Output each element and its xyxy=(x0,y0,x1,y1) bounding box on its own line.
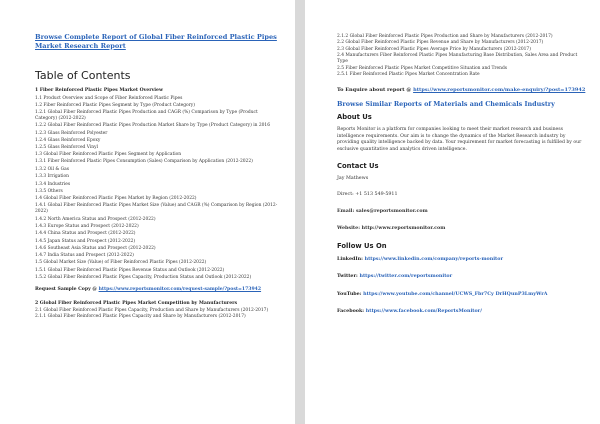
facebook-label: Facebook: xyxy=(337,308,366,315)
youtube-label: YouTube: xyxy=(337,290,364,297)
follow-linkedin xyxy=(337,256,586,262)
request-sample-label: Request Sample Copy @ xyxy=(35,286,99,292)
toc-item: 1.3.4 Industries xyxy=(35,181,71,187)
contact-website xyxy=(337,225,586,231)
toc-item: 1.4.4 China Status and Prospect (2012-2022) xyxy=(35,231,136,237)
contact-direct: Direct: +1 513 549-5911 xyxy=(337,192,398,197)
toc-item: 1.2.1 Global Fiber Reinforced Plastic Pipes Production and CAGR (%) Comparison by Type (Product Category) (2012-2022) xyxy=(35,110,258,122)
enquire-label: To Enquire about report @ xyxy=(337,86,414,93)
toc-item: 2.2 Global Fiber Reinforced Plastic Pipes Revenue and Share by Manufacturers (2012-2017) xyxy=(337,40,544,46)
request-sample-link[interactable]: https://www.reportsmonitor.com/request-sample/?post=173942 xyxy=(98,286,262,292)
follow-twitter xyxy=(337,273,586,279)
toc-item: 1.4.5 Japan Status and Prospect (2012-2022) xyxy=(35,238,136,244)
website-label: Website: xyxy=(337,225,362,231)
about-heading: About Us xyxy=(337,113,372,122)
toc-item: 2.5.1 Fiber Reinforced Plastic Pipes Market Concentration Rate xyxy=(337,72,480,78)
follow-youtube xyxy=(337,291,586,297)
toc-item: 1.3.3 Irrigation xyxy=(35,174,69,180)
toc-item: 1.2.5 Glass Reinforced Vinyl xyxy=(35,145,98,151)
linkedin-label: LinkedIn: xyxy=(337,256,365,262)
toc-list-section1 xyxy=(35,95,279,280)
toc-item: 2.1 Global Fiber Reinforced Plastic Pipes Capacity, Production and Share by Manufacturers (2012-2017) xyxy=(35,307,269,313)
report-title-link[interactable]: Browse Complete Report of Global Fiber Reinforced Plastic Pipes Market Research Report xyxy=(35,33,277,50)
toc-item: 1.3.5 Others xyxy=(35,188,63,194)
twitter-label: Twitter: xyxy=(337,273,360,280)
toc-list-section2 xyxy=(35,308,279,321)
toc-item: 1.4.6 Southeast Asia Status and Prospect (2012-2022) xyxy=(35,245,156,251)
toc-item: 1.5.2 Global Fiber Reinforced Plastic Pipes Capacity, Production Status and Outlook (2012-2022) xyxy=(35,274,252,280)
toc-item: 1.5.1 Global Fiber Reinforced Plastic Pipes Revenue Status and Outlook (2012-2022) xyxy=(35,267,225,273)
right-page xyxy=(305,0,600,424)
toc-item: 1.2.3 Glass Reinforced Polyester xyxy=(35,130,108,136)
toc-item: 2.3 Global Fiber Reinforced Plastic Pipes Average Price by Manufacturers (2012-2017) xyxy=(337,46,531,52)
section-heading: 1 Fiber Reinforced Plastic Pipes Market Overview xyxy=(35,88,163,94)
email-link[interactable]: sales@reportsmonitor.com xyxy=(355,208,428,214)
follow-facebook xyxy=(337,308,586,314)
toc-item: 1.2 Fiber Reinforced Plastic Pipes Segment by Type (Product Category) xyxy=(35,103,195,109)
section-heading: 2 Global Fiber Reinforced Plastic Pipes Market Competition by Manufacturers xyxy=(35,300,238,306)
toc-item: 1.4.3 Europe Status and Prospect (2012-2022) xyxy=(35,223,139,229)
toc-item: 1.4.2 North America Status and Prospect (2012-2022) xyxy=(35,216,156,222)
toc-item: 2.5 Fiber Reinforced Plastic Pipes Market Competitive Situation and Trends xyxy=(337,65,508,71)
website-link[interactable]: http://www.reportsmonitor.com xyxy=(361,225,446,231)
toc-item: 1.4 Global Fiber Reinforced Plastic Pipes Market by Region (2012-2022) xyxy=(35,196,197,202)
toc-item: 1.2.2 Global Fiber Reinforced Plastic Pipes Production Market Share by Type (Product Category) in 2016 xyxy=(35,122,270,128)
email-label: Email: xyxy=(337,208,356,214)
toc-item: 2.1.2 Global Fiber Reinforced Plastic Pipes Production and Share by Manufacturers (2012-2017) xyxy=(337,33,553,39)
enquire-report xyxy=(337,87,586,94)
toc-item: 2.4 Manufacturers Fiber Reinforced Plastic Pipes Manufacturing Base Distribution, Sales Area and Product Type xyxy=(337,53,578,65)
toc-item: 1.2.4 Glass Reinforced Epoxy xyxy=(35,137,101,143)
toc-item: 1.3 Global Fiber Reinforced Plastic Pipes Segment by Application xyxy=(35,152,182,158)
contact-email xyxy=(337,208,586,214)
toc-item: 1.4.1 Global Fiber Reinforced Plastic Pipes Market Size (Value) and CAGR (%) Comparison by Region (2012-2022) xyxy=(35,203,278,215)
page-gap xyxy=(295,0,305,424)
toc-item: 1.3.1 Fiber Reinforced Plastic Pipes Consumption (Sales) Comparison by Application (2012-2022) xyxy=(35,159,253,165)
contact-name: Jay Mathews xyxy=(337,176,369,181)
toc-title: Table of Contents xyxy=(35,69,131,83)
linkedin-link[interactable]: https://www.linkedin.com/company/reports-monitor xyxy=(364,256,503,262)
request-sample xyxy=(35,287,279,293)
toc-item: 1.5 Global Market Size (Value) of Fiber Reinforced Plastic Pipes (2012-2022) xyxy=(35,260,207,266)
twitter-link[interactable]: https://twitter.com/reportsmonitor xyxy=(359,273,453,280)
toc-item: 1.1 Product Overview and Scope of Fiber Reinforced Plastic Pipes xyxy=(35,96,183,102)
left-page xyxy=(0,0,295,424)
follow-heading: Follow Us On xyxy=(337,242,387,250)
toc-item: 1.4.7 India Status and Prospect (2012-2022) xyxy=(35,253,134,259)
contact-heading: Contact Us xyxy=(337,162,379,170)
toc-item: 1.3.2 Oil & Gas xyxy=(35,166,70,172)
toc-list-section2-continued xyxy=(337,34,586,79)
browse-similar-link[interactable]: Browse Similar Reports of Materials and Chemicals Industry xyxy=(337,100,555,109)
toc-item: 2.1.1 Global Fiber Reinforced Plastic Pipes Capacity and Share by Manufacturers (2012-2017) xyxy=(35,314,246,320)
about-body: Reports Monitor is a platform for companies looking to meet their market research and business intelligence requirements. Our aim is to change the dynamics of the Market Research industry by providing quality intelligence backed by data. Your requirement for market forecasting is fulfilled by our exclusive quantitative and analytics driven intelligence. xyxy=(337,127,582,152)
facebook-link[interactable]: https://www.facebook.com/ReportsMonitor/ xyxy=(365,308,482,315)
youtube-link[interactable]: https://www.youtube.com/channel/UCWS_Fbr7Cy DrHQunP3LmyWrA xyxy=(363,290,548,297)
enquire-link[interactable]: https://www.reportsmonitor.com/make-enquiry/?post=173942 xyxy=(413,86,586,93)
